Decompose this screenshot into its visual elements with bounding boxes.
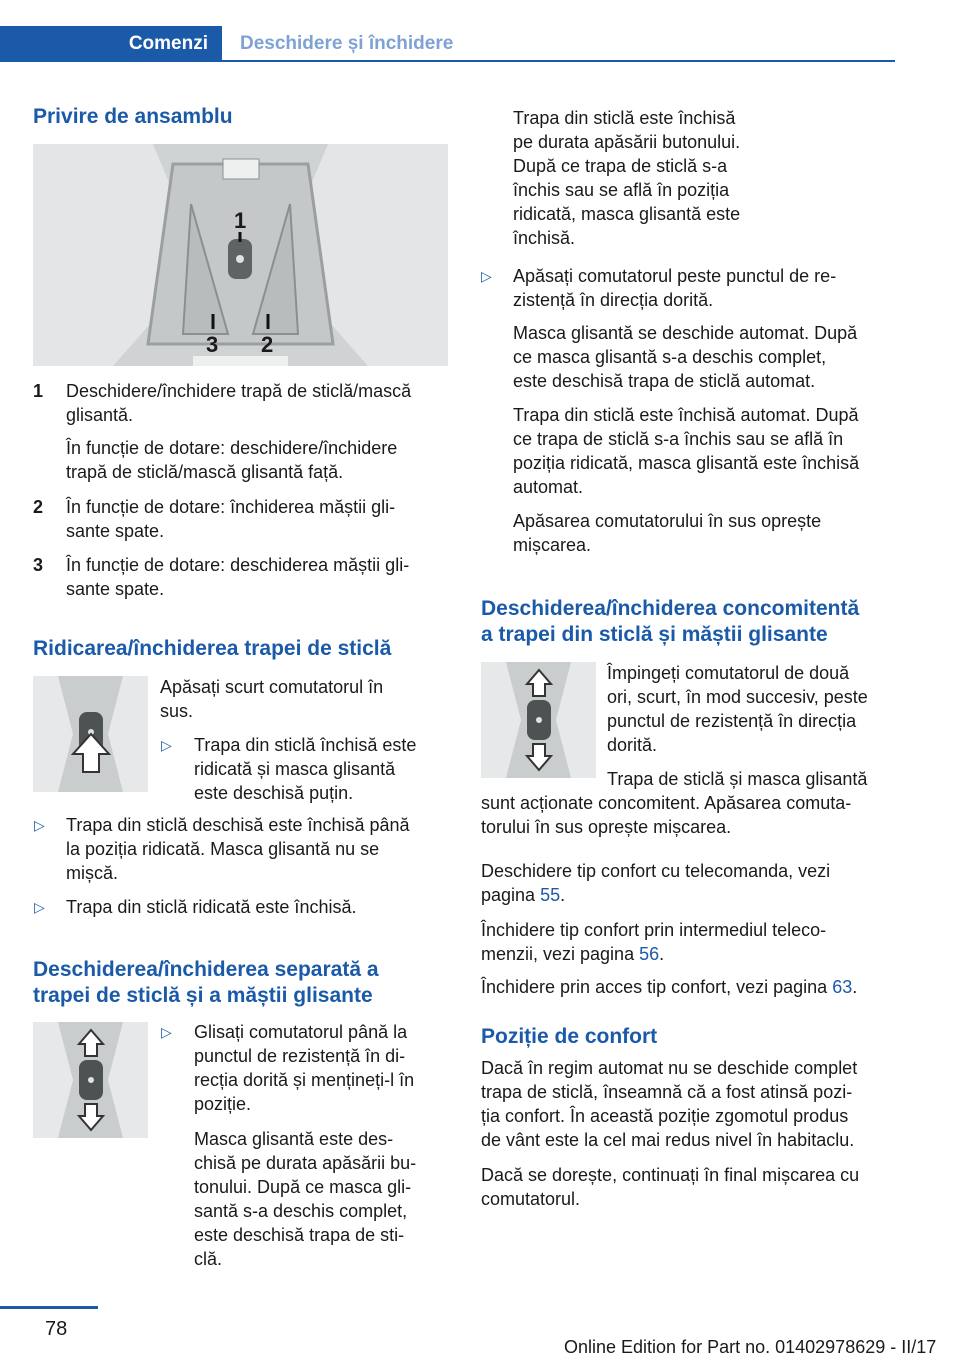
cont-para-line-6: închisă.	[513, 228, 576, 248]
header-rule	[0, 60, 895, 62]
item-number-3: 3	[33, 555, 44, 575]
separate-cont-line-2: chisă pe durata apăsării bu-	[194, 1153, 417, 1173]
comfort-pos-line-6: comutatorul.	[481, 1189, 581, 1209]
separate-cont-line-4: santă s-a deschis complet,	[194, 1201, 408, 1221]
page-link-63[interactable]: 63	[832, 977, 853, 997]
raise-bullet-3-line-1: Trapa din sticlă ridicată este închisă.	[66, 897, 357, 917]
callout-2: 2	[261, 332, 274, 357]
para4-line-1: Apăsarea comutatorului în sus oprește	[513, 511, 822, 531]
switch-double-image	[481, 662, 596, 778]
cont-para-line-2: pe durata apăsării butonului.	[513, 132, 741, 152]
tab-deschidere-inchidere[interactable]: Deschidere și închidere	[240, 33, 454, 54]
item-2-line-2: sante spate.	[66, 521, 165, 541]
comfort-pos-line-2: trapa de sticlă, înseamnă că a fost atinsă pozi-	[481, 1082, 853, 1102]
item-3-line-2: sante spate.	[66, 579, 165, 599]
comfort-open-line-2: pagina 55.	[481, 885, 566, 905]
section-title-raise: Ridicarea/închiderea trapei de sticlă	[33, 637, 392, 660]
separate-bullet-line-1: Glisați comutatorul până la	[194, 1022, 408, 1042]
separate-bullet-line-3: recția dorită și mențineți-l în	[194, 1070, 415, 1090]
separate-cont-line-5: este deschisă trapa de sti-	[194, 1225, 405, 1245]
item-3-line-1: În funcție de dotare: deschiderea măștii gli-	[66, 555, 410, 575]
separate-bullet-line-2: punctul de rezistență în di-	[194, 1046, 406, 1066]
simul-para1-line-1: Împingeți comutatorul de două	[607, 663, 850, 683]
bullet-arrow-icon: ▷	[161, 1024, 172, 1040]
raise-bullet-1-line-1: Trapa din sticlă închisă este	[194, 735, 417, 755]
edition-note: Online Edition for Part no. 01402978629 - II/17	[564, 1337, 937, 1357]
right-bullet-line-2: zistență în direcția dorită.	[513, 290, 714, 310]
item-1b-line-1: În funcție de dotare: deschidere/închidere	[66, 438, 398, 458]
raise-bullet-2-line-1: Trapa din sticlă deschisă este închisă până	[66, 815, 410, 835]
cont-para-line-1: Trapa din sticlă este închisă	[513, 108, 736, 128]
raise-bullet-1-line-2: ridicată și masca glisantă	[194, 759, 396, 779]
overview-image	[33, 144, 448, 366]
switch-up-image	[33, 676, 148, 792]
page-number: 78	[45, 1318, 68, 1340]
footer-rule	[0, 1306, 98, 1309]
switch-slide-image	[33, 1022, 148, 1138]
comfort-close-line-1: Închidere tip confort prin intermediul teleco-	[481, 920, 827, 940]
item-number-2: 2	[33, 497, 44, 517]
section-title-separate-line-1: Deschiderea/închiderea separată a	[33, 958, 379, 981]
raise-intro-line-2: sus.	[160, 701, 194, 721]
raise-bullet-2-line-2: la poziția ridicată. Masca glisantă nu se	[66, 839, 380, 859]
simul-para2-line-1: Trapa de sticlă și masca glisantă	[607, 769, 868, 789]
simul-para1-line-3: punctul de rezistență în direcția	[607, 711, 857, 731]
right-bullet-line-1: Apăsați comutatorul peste punctul de re-	[513, 266, 837, 286]
para2-line-3: este deschisă trapa de sticlă automat.	[513, 371, 816, 391]
page-link-55[interactable]: 55	[540, 885, 561, 905]
bullet-arrow-icon: ▷	[481, 268, 492, 284]
simul-para1-line-2: ori, scurt, în mod succesiv, peste	[607, 687, 868, 707]
switch-double-push-illustration	[481, 662, 596, 778]
access-close-line: Închidere prin acces tip confort, vezi pagina 63.	[481, 977, 858, 997]
separate-cont-line-3: tonului. După ce masca gli-	[194, 1177, 412, 1197]
item-1-line-1: Deschidere/închidere trapă de sticlă/mască	[66, 381, 412, 401]
cont-para-line-4: închis sau se află în poziția	[513, 180, 730, 200]
simul-para1-line-4: dorită.	[607, 735, 658, 755]
tab-comenzi[interactable]: Comenzi	[0, 26, 222, 62]
bullet-arrow-icon: ▷	[34, 817, 45, 833]
raise-bullet-1-line-3: este deschisă puțin.	[194, 783, 354, 803]
para3-line-4: automat.	[513, 477, 584, 497]
section-title-comfort-pos: Poziție de confort	[481, 1025, 658, 1048]
item-2-line-1: În funcție de dotare: închiderea măștii gli-	[66, 497, 396, 517]
callout-3: 3	[206, 332, 219, 357]
section-title-separate-line-2: trapei de sticlă și a măștii glisante	[33, 984, 373, 1007]
comfort-pos-line-5: Dacă se dorește, continuați în final mișcarea cu	[481, 1165, 860, 1185]
item-1b-line-2: trapă de sticlă/mască glisantă față.	[66, 462, 344, 482]
item-1-line-2: glisantă.	[66, 405, 134, 425]
para3-line-3: poziția ridicată, masca glisantă este închisă	[513, 453, 860, 473]
simul-para2-line-2: sunt acționate concomitent. Apăsarea comuta-	[481, 793, 852, 813]
cont-para-line-3: După ce trapa de sticlă s-a	[513, 156, 728, 176]
comfort-open-line-1: Deschidere tip confort cu telecomanda, vezi	[481, 861, 831, 881]
comfort-close-line-2: menzii, vezi pagina 56.	[481, 944, 665, 964]
section-title-overview: Privire de ansamblu	[33, 105, 233, 128]
section-title-simul-line-2: a trapei din sticlă și măștii glisante	[481, 623, 828, 646]
separate-cont-line-1: Masca glisantă este des-	[194, 1129, 394, 1149]
roof-console-illustration	[33, 144, 448, 366]
simul-para2-line-3: torului în sus oprește mișcarea.	[481, 817, 732, 837]
raise-intro-line-1: Apăsați scurt comutatorul în	[160, 677, 384, 697]
comfort-pos-line-3: ția confort. În această poziție zgomotul produs	[481, 1106, 849, 1126]
bullet-arrow-icon: ▷	[34, 899, 45, 915]
para3-line-1: Trapa din sticlă este închisă automat. După	[513, 405, 859, 425]
para2-line-2: ce masca glisantă s-a deschis complet,	[513, 347, 827, 367]
raise-bullet-2-line-3: mișcă.	[66, 863, 119, 883]
callout-1: 1	[234, 208, 247, 233]
separate-cont-line-6: clă.	[194, 1249, 223, 1269]
cont-para-line-5: ridicată, masca glisantă este	[513, 204, 741, 224]
separate-bullet-line-4: poziție.	[194, 1094, 252, 1114]
page-link-56[interactable]: 56	[639, 944, 660, 964]
comfort-pos-line-4: de vânt este la cel mai redus nivel în habitaclu.	[481, 1130, 855, 1150]
item-number-1: 1	[33, 381, 44, 401]
switch-press-up-illustration	[33, 676, 148, 792]
comfort-pos-line-1: Dacă în regim automat nu se deschide complet	[481, 1058, 858, 1078]
para4-line-2: mișcarea.	[513, 535, 592, 555]
para2-line-1: Masca glisantă se deschide automat. După	[513, 323, 858, 343]
bullet-arrow-icon: ▷	[161, 737, 172, 753]
switch-slide-illustration	[33, 1022, 148, 1138]
section-title-simul-line-1: Deschiderea/închiderea concomitentă	[481, 597, 860, 620]
para3-line-2: ce trapa de sticlă s-a închis sau se află în	[513, 429, 844, 449]
